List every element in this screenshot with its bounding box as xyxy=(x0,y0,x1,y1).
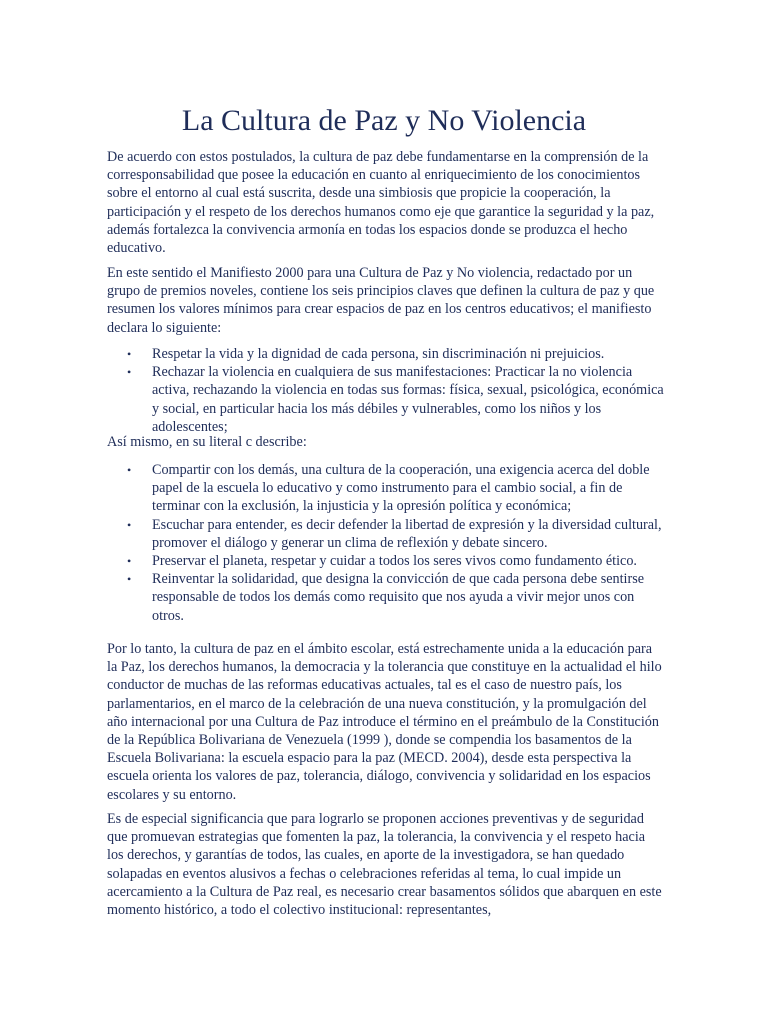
list-block-2 xyxy=(107,461,665,625)
paragraph: De acuerdo con estos postulados, la cultura de paz debe fundamentarse en la comprensión de la corresponsabilidad que posee la educación en cuanto al enriquecimiento de los conocimientos sobre el entorno al cual está suscrita, desde una simbiosis que propicie la cooperación, la participación y el respeto de los derechos humanos como eje que garantice la seguridad y la paz, además fortalezca la convivencia armonía en todas los espacios donde se produzca el hecho educativo. xyxy=(107,149,655,257)
list-item: • Preservar el planeta, respetar y cuidar a todos los seres vivos como fundamento ético. xyxy=(107,552,665,570)
list-item: • Compartir con los demás, una cultura de la cooperación, una exigencia acerca del doble papel de la escuela lo educativo y como instrumento para el cambio social, a fin de terminar con la exclusión, la injusticia y la opresión política y económica; xyxy=(107,461,665,516)
document-title: La Cultura de Paz y No Violencia xyxy=(181,104,587,137)
paragraph: Así mismo, en su literal c describe: xyxy=(107,434,307,450)
list-item: • Respetar la vida y la dignidad de cada persona, sin discriminación ni prejuicios. xyxy=(107,345,665,363)
bullet-list xyxy=(107,461,665,625)
bullet-list xyxy=(107,345,665,436)
paragraph-block-3 xyxy=(107,640,665,804)
paragraph: Por lo tanto, la cultura de paz en el ámbito escolar, está estrechamente unida a la educación para la Paz, los derechos humanos, la democracia y la tolerancia que constituye en la actualidad el hilo conductor de muchas de las reformas educativas actuales, tal es el caso de nuestro país, los parlamentarios, en el marco de la celebración de una nueva constitución, y la promulgación del año internacional por una Cultura de Paz introduce el término en el preámbulo de la Constitución de la República Bolivariana de Venezuela (1999 ), donde se compendia los basamentos de la Escuela Bolivariana: la escuela espacio para la paz (MECD. 2004), desde esta perspectiva la escuela orienta los valores de paz, tolerancia, diálogo, convivencia y solidaridad en los espacios escolares y su entorno. xyxy=(107,641,662,803)
list-item: • Reinventar la solidaridad, que designa la convicción de que cada persona debe sentirse responsable de todos los demás como requisito que nos ayuda a vivir mejor unos con otros. xyxy=(107,570,665,625)
paragraph-block-2 xyxy=(107,264,665,337)
paragraph-block-1 xyxy=(107,148,665,257)
intro-block-2 xyxy=(107,433,665,451)
list-item: • Escuchar para entender, es decir defender la libertad de expresión y la diversidad cultural, promover el diálogo y generar un clima de reflexión y debate sincero. xyxy=(107,516,665,552)
paragraph-block-4 xyxy=(107,810,665,919)
list-block-1 xyxy=(107,345,665,436)
list-item: • Rechazar la violencia en cualquiera de sus manifestaciones: Practicar la no violencia activa, rechazando la violencia en todas sus formas: física, sexual, psicológica, económica y social, en particular hacia los más débiles y vulnerables, como los niños y los adolescentes; xyxy=(107,363,665,436)
paragraph: En este sentido el Manifiesto 2000 para una Cultura de Paz y No violencia, redactado por un grupo de premios noveles, contiene los seis principios claves que definen la cultura de paz y que resumen los valores mínimos para crear espacios de paz en los centros educativos; el manifiesto declara lo siguiente: xyxy=(107,265,655,336)
paragraph: Es de especial significancia que para lograrlo se proponen acciones preventivas y de seguridad que promuevan estrategias que fomenten la paz, la tolerancia, la convivencia y el respeto hacia los derechos, y garantías de todos, las cuales, en aporte de la investigadora, se han quedado solapadas en eventos alusivos a fechas o celebraciones referidas al tema, lo cual impide un acercamiento a la Cultura de Paz real, es necesario crear basamentos sólidos que abarquen en este momento histórico, a todo el colectivo institucional: representantes, xyxy=(107,811,662,919)
